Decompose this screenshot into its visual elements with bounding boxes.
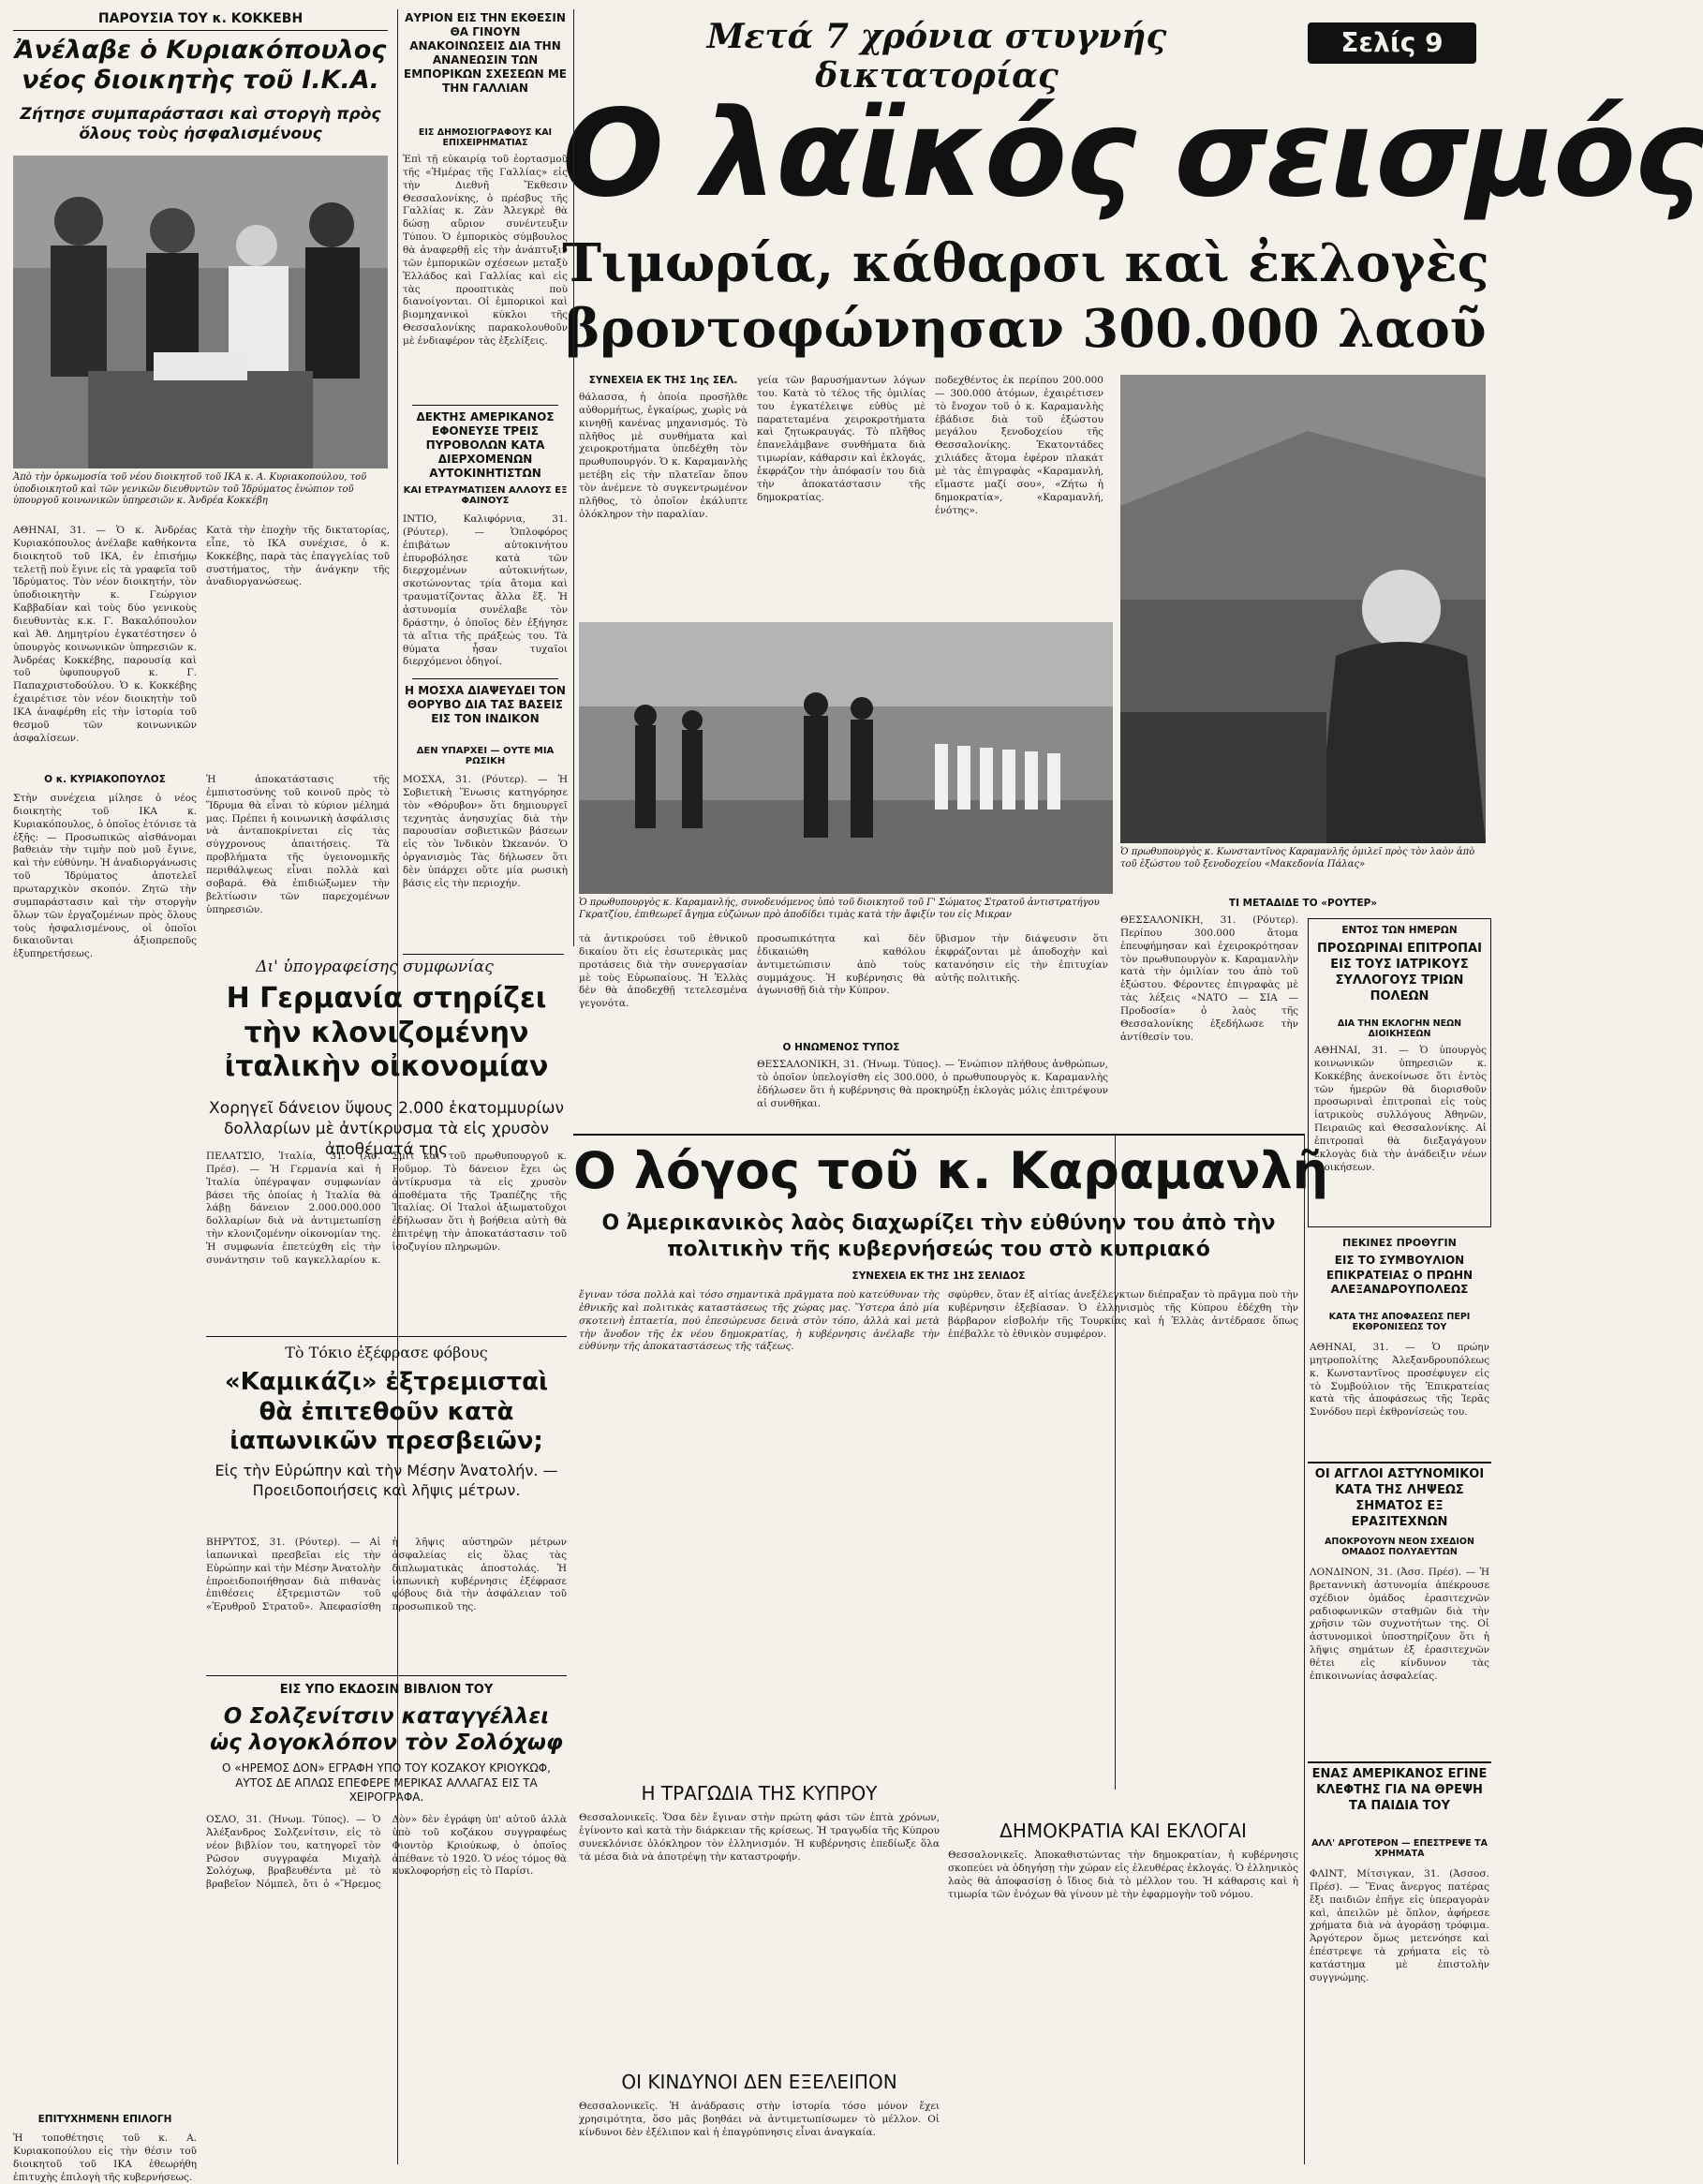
- photo-caption-inspection: Ὁ πρωθυπουργὸς κ. Καραμανλής, συνοδευόμενος ὑπὸ τοῦ διοικητοῦ τοῦ Γ' Σώματος Στρατοῦ ἀντιστρατήγου Γκρατζίου, ἐπιθεωρεῖ ἄγημα εὐζώνων πρὸ ἀποδίδει τιμὰς κατὰ τὴν ἄφιξίν του εἰς Μικραν: [579, 898, 1100, 920]
- box4-body: ΦΛΙΝΤ, Μίτσιγκαν, 31. (Ἀσσοσ. Πρέσ). — Ἕνας ἄνεργος πατέρας ἔξι παιδιῶν ἐπῆγε εἰς ὑπεραγορὰν καὶ, ἀπειλῶν μὲ ὅπλον, ἀφήρεσε χρήματα διὰ νὰ ἀγοράσῃ τρόφιμα. Ἀργότερον ὅμως μετενόησε καὶ ἐπέστρεψε τὰ χρήματα εἰς τὸ κατάστημα μὲ ἐπιστολὴν συγγνώμης.: [1310, 1868, 1489, 1983]
- tokyo-headline: «Καμικάζι» ἐξτρεμισταὶ θὰ ἐπιτεθοῦν κατὰ ἰαπωνικῶν πρεσβειῶν;: [224, 1368, 549, 1456]
- photo-caption-speech: Ὁ πρωθυπουργὸς κ. Κωνσταντῖνος Καραμανλῆς ὁμιλεῖ πρὸς τὸν λαὸν ἀπὸ τοῦ ἐξώστου τοῦ ξενοδοχείου «Μακεδονία Πάλας»: [1120, 847, 1475, 869]
- karamanlis-cont: ΣΥΝΕΧΕΙΑ ΕΚ ΤΗΣ 1ΗΣ ΣΕΛΙΔΟΣ: [852, 1270, 1026, 1282]
- box2-kicker: ΠΕΚΙΝΕΣ ΠΡΟΘΥΓΙΝ: [1342, 1237, 1457, 1249]
- germany-kicker: Δι' ὑπογραφείσης συμφωνίας: [256, 958, 494, 976]
- karamanlis-headline: Ο λόγος τοῦ κ. Καραμανλῆ: [573, 1141, 1329, 1200]
- main-body-4: τὰ ἀντικρούσει τοῦ ἐθνικοῦ δικαίου ὅτι εἰς ἐσωτερικὰς μας προτάσεις διὰ τὴν συνεργασίαν μὲ τοὺς Εὐρωπαίους. Ἡ Ἑλλὰς δὲν θὰ ἀποδεχθῇ τετελεσμένα γεγονότα.: [579, 933, 748, 1010]
- col2-kicker: ΑΥΡΙΟΝ ΕΙΣ ΤΗΝ ΕΚΘΕΣΙΝ ΘΑ ΓΙΝΟΥΝ ΑΝΑΚΟΙΝΩΣΕΙΣ ΔΙΑ ΤΗΝ ΑΝΑΝΕΩΣΙΝ ΤΩΝ ΕΜΠΟΡΙΚΩΝ ΣΧΕΣΕΩΝ ΜΕ ΤΗΝ ΓΑΛΛΙΑΝ: [404, 11, 567, 95]
- solzh-sub: Ο «ΗΡΕΜΟΣ ΔΟΝ» ΕΓΡΑΦΗ ΥΠΟ ΤΟΥ ΚΟΖΑΚΟΥ ΚΡΙΟΥΚΩΦ, ΑΥΤΟΣ ΔΕ ΑΠΛΩΣ ΕΠΕΦΕΡΕ ΜΕΡΙΚΑΣ ΑΛΛΑΓΑΣ ΕΙΣ ΤΑ ΧΕΙΡΟΓΡΑΦΑ.: [222, 1761, 551, 1805]
- box3-label: ΑΠΟΚΡΟΥΟΥΝ ΝΕΟΝ ΣΧΕΔΙΟΝ ΟΜΑΔΟΣ ΠΟΛΥΑΕΥΤΩΝ: [1325, 1537, 1474, 1557]
- left-body-1: ΑΘΗΝΑΙ, 31. — Ὁ κ. Ἀνδρέας Κυριακόπουλος ἀνέλαβε καθήκοντα διοικητοῦ τοῦ ΙΚΑ, ἐν ἐπισήμῳ τελετῇ ποὺ ἔγινε εἰς τὰ γραφεῖα τοῦ Ἱδρύματος. Τὸν νέον διοικητήν, τὸν ὑποδιοικητὴν κ. Γεώργιον Καββαδίαν καὶ τοὺς δύο γενικοὺς διευθυντὰς κ.κ. Γ. Βακαλόπουλον καὶ Ἀθ. Δημητρίου ἐγκατέστησεν ὁ ὑπουργὸς κοινωνικῶν ὑπηρεσιῶν κ. Ἀνδρέας Κοκκέβης, παρουσίᾳ καὶ τοῦ ὑφυπουργοῦ κ. Γ. Παπαχριστοδούλου. Ὁ κ. Κοκκέβης ἐχαιρέτισε τὸν νέον διοικητὴν τοῦ ΙΚΑ ἀναφέρθη εἰς τὴν ἱστορία τοῦ θεσμοῦ τῶν κοινωνικῶν ἀσφαλίσεων.: [13, 525, 197, 744]
- germany-body: ΠΕΛΑΤΣΙΟ, Ἰταλία, 31. (Ἀσ. Πρέσ). — Ἡ Γερμανία καὶ ἡ Ἰταλία ὑπέγραψαν συμφωνίαν βάσει τῆς ὁποίας ἡ Ἰταλία θὰ λάβῃ δάνειον 2.000.000.000 δολλαρίων διὰ νὰ ἀντιμετωπίσῃ τὴν κλονιζομένην οἰκονομίαν της. Ἡ συμφωνία ἐπετεύχθη εἰς τὴν συνάντησιν τοῦ καγκελλαρίου κ. Σμὶτ καὶ τοῦ πρωθυπουργοῦ κ. Ροῦμορ. Τὸ δάνειον ἔχει ὡς ἀντίκρυσμα τὰ εἰς χρυσὸν ἀποθέματα τῆς Τραπέζης τῆς Ἰταλίας. Οἱ Ἰταλοὶ ἀξιωματοῦχοι ἐδήλωσαν ὅτι ἡ βοήθεια αὐτὴ θὰ ἐπιτρέψῃ τὴν ἀποκατάστασιν τοῦ ἰσοζυγίου πληρωμῶν.: [206, 1151, 567, 1266]
- karamanlis-section-1: Η ΤΡΑΓΩΔΙΑ ΤΗΣ ΚΥΠΡΟΥ: [641, 1782, 878, 1805]
- left-body-5: Ἡ τοποθέτησις τοῦ κ. Α. Κυριακοπούλου εἰς τὴν θέσιν τοῦ διοικητοῦ τοῦ ΙΚΑ ἐθεωρήθη ἐπιτυχὴς ἐπιλογὴ τῆς κυβερνήσεως.: [13, 2132, 197, 2183]
- tokyo-kicker: Τὸ Τόκιο ἐξέφρασε φόβους: [285, 1344, 488, 1361]
- karamanlis-body-1: ἔγιναν τόσα πολλὰ καὶ τόσο σημαντικὰ πρᾶγματα ποὺ κατεύθυναν τὴς ἐθνικῆς καὶ πολιτικὰς καταστάσεως τῆς χώρας μας. Ὕστερα ἀπὸ μία σκοτεινὴ ἑπταετία, πού ἐπεσώρευσε δεινὰ στὸν τόπο, ἀλλὰ καὶ μετὰ τὴν ἄνοδον τῆς ἐκ νέου δημοκρατίας, ἡ κυβέρνησις ἀνέλαβε τὴν εὐθύνην τῆς ἀποκαταστάσεως τῆς τάξεως.: [579, 1289, 940, 1353]
- main-body-3: ποδεχθέντος ἐκ περίπου 200.000 — 300.000 ἀτόμων, ἐχαιρέτισεν τὸ ἔνοχον τοῦ ὁ κ. Καραμανλὴς ἐβάδισε διὰ τοῦ ἐξώστου μεγάλου ξενοδοχείου τῆς Θεσσαλονίκης. Ἐκατοντάδες χιλιάδες ἄτομα ἐφέρον πλακάτ μὲ τὰς ἐπιγραφὰς «Καραμανλή, εἴμαστε μαζί σου», «Ζήτω ἡ δημοκρατία», «Καραμανλή, ἐνότης».: [935, 375, 1103, 516]
- karamanlis-body-3: Θεσσαλονικεῖς. Ἡ ἀνάδρασις στὴν ἱστορία τόσο μόνον ἔχει χρησιμότητα, ὅσο μᾶς βοηθάει νὰ ἀντιμετωπίσωμεν τὸ μέλλον. Οἱ κίνδυνοι δὲν ἐξέλιπον καὶ ἡ ἐπαγρύπνησις εἶναι ἀναγκαία.: [579, 2101, 940, 2138]
- karamanlis-sub: Ο Ἀμερικανικὸς λαὸς διαχωρίζει τὴν εὐθύνην του ἀπὸ τὴν πολιτικὴν τῆς κυβερνήσεώς του στὸ κυπριακό: [601, 1211, 1276, 1261]
- main-sub-1: Τιμωρία, κάθαρσι καὶ ἐκλογὲς: [562, 232, 1489, 294]
- col2-kicker-3: Η ΜΟΣΧΑ ΔΙΑΨΕΥΔΕΙ ΤΟΝ ΘΟΡΥΒΟ ΔΙΑ ΤΑΣ ΒΑΣΕΙΣ ΕΙΣ ΤΟΝ ΙΝΔΙΚΟΝ: [405, 684, 566, 725]
- col2-body-3: ΜΟΣΧΑ, 31. (Ρόυτερ). — Ἡ Σοβιετικὴ Ἕνωσις κατηγόρησε τὸν «Θόρυβον» ὅτι δημιουργεῖ τεχνητὰς ἀνησυχίας διὰ τὴν παρουσίαν σοβιετικῶν βάσεων εἰς τὸν Ἰνδικὸν Ὠκεανόν. Ὁ ὀργανισμὸς Τὰς δήλωσεν ὅτι δὲν ὑπάρχει οὔτε μία ρωσικὴ βάσις εἰς τὴν περιοχήν.: [403, 774, 568, 889]
- left-headline: Ἀνέλαβε ὁ Κυριακόπουλος νέος διοικητὴς τοῦ Ι.Κ.Α.: [14, 36, 387, 95]
- box2-headline: ΕΙΣ ΤΟ ΣΥΜΒΟΥΛΙΟΝ ΕΠΙΚΡΑΤΕΙΑΣ Ο ΠΡΩΗΝ ΑΛΕΞΑΝΔΡΟΥΠΟΛΕΩΣ: [1325, 1254, 1473, 1297]
- karamanlis-body-2: Θεσσαλονικεῖς. Ὅσα δὲν ἔγιναν στὴν πρώτη φάσι τῶν ἐπτὰ χρόνων, ἐγίνοντο καὶ κατὰ τὴν διάρκειαν τῆς κρίσεως. Ἡ τραγῳδία τῆς Κύπρου συνεκλόνισε ὁλόκληρον τὸν ἑλληνισμόν. Ἡ κυβέρνησις ἐπεδίωξε ὅλα τὰ μέσα διὰ νὰ ἀποτρέψῃ τὴν καταστροφήν.: [579, 1812, 940, 1863]
- box3-headline: ΟΙ ΑΓΓΛΟΙ ΑΣΤΥΝΟΜΙΚΟΙ ΚΑΤΑ ΤΗΣ ΛΗΨΕΩΣ ΣΗΜΑΤΟΣ ΕΞ ΕΡΑΣΙΤΕΧΝΩΝ: [1314, 1467, 1485, 1529]
- left-body-3: Στὴν συνέχεια μίλησε ὁ νέος διοικητὴς τοῦ ΙΚΑ κ. Κυριακόπουλος, ὁ ὁποῖος ἐτόνισε τὰ ἑξῆς: — Προσωπικῶς αἰσθάνομαι βαθειὰν τὴν τιμὴν ποὺ μοῦ ἔγινε, καὶ τὴν εὐθύνην. Ἡ ἀναδιοργάνωσις τοῦ Ἱδρύματος ἀποτελεῖ πρωταρχικὸν σκοπόν. Ζητῶ τὴν συμπαράστασιν καὶ τὴν στοργὴν ὅλων τῶν ἐργαζομένων πρὸς ὅλους τοὺς ἠσφαλισμένους, οἱ ὁποῖοι δικαιοῦνται ἀξιοπρεποῦς ἐξυπηρετήσεως.: [13, 793, 197, 960]
- box1-body: ΑΘΗΝΑΙ, 31. — Ὁ ὑπουργὸς κοινωνικῶν ὑπηρεσιῶν κ. Κοκκέβης ἀνεκοίνωσε ὅτι ἐντὸς τῶν ἡμερῶν θὰ διορισθοῦν προσωριναὶ ἐπιτροπαὶ εἰς τοὺς ἰατρικοὺς συλλόγους Ἀθηνῶν, Πειραιῶς καὶ Θεσσαλονίκης. Αἱ ἐπιτροπαὶ θὰ διεξαγάγουν ἐκλογὰς διὰ τὴν ἀνάδειξιν νέων διοικήσεων.: [1314, 1045, 1487, 1173]
- karamanlis-section-2: ΟΙ ΚΙΝΔΥΝΟΙ ΔΕΝ ΕΞΕΛΕΙΠΟΝ: [621, 2071, 897, 2093]
- box2-body: ΑΘΗΝΑΙ, 31. — Ὁ πρώην μητροπολίτης Ἀλεξανδρουπόλεως κ. Κωνσταντῖνος προσέφυγεν εἰς τὸ Συμβούλιον τῆς Ἐπικρατείας κατὰ τῆς ἀποφάσεως τῆς Ἱερᾶς Συνόδου περὶ ἐκθρονίσεώς του.: [1310, 1342, 1489, 1419]
- col2-kicker-2: ΔΕΚΤΗΣ ΑΜΕΡΙΚΑΝΟΣ ΕΦΟΝΕΥΣΕ ΤΡΕΙΣ ΠΥΡΟΒΟΛΩΝ ΚΑΤΑ ΔΙΕΡΧΟΜΕΝΩΝ ΑΥΤΟΚΙΝΗΤΙΣΤΩΝ: [416, 410, 555, 480]
- photo-inspection-scene: [579, 622, 1113, 894]
- left-section-label: ΕΠΙΤΥΧΗΜΕΝΗ ΕΠΙΛΟΓΗ: [37, 2114, 172, 2125]
- col2-label: ΕΙΣ ΔΗΜΟΣΙΟΓΡΑΦΟΥΣ ΚΑΙ ΕΠΙΧΕΙΡΗΜΑΤΙΑΣ: [418, 127, 553, 148]
- left-author-label: Ο κ. ΚΥΡΙΑΚΟΠΟΥΛΟΣ: [44, 774, 166, 785]
- left-sub: Ζήτησε συμπαράστασι καὶ στοργὴ πρὸς ὅλους τοὺς ἠσφαλισμένους: [20, 105, 381, 144]
- reuters-body: ΘΕΣΣΑΛΟΝΙΚΗ, 31. (Ρόυτερ). Περίπου 300.000 ἄτομα ἐπευφήμησαν καὶ ἐχειροκρότησαν τὸν πρωθυπουργὸν κ. Καραμανλὴν κατὰ τὴν ὁμιλίαν του ἀπὸ τοῦ ἐξώστου. Φέροντες ἐπιγραφὰς μὲ τὰς λέξεις «ΝΑΤΟ — ΣΙΑ — Προδοσία» ὁ λαὸς τῆς Θεσσαλονίκης ἐξεδήλωσε τὴν ἀντίθεσίν του.: [1120, 914, 1298, 1043]
- box1-kicker: ΕΝΤΟΣ ΤΩΝ ΗΜΕΡΩΝ: [1341, 925, 1458, 936]
- main-headline: Ο λαϊκός σεισμός: [562, 84, 1703, 224]
- col2-body-2: ΙΝΤΙΟ, Καλιφόρνια, 31. (Ρόυτερ). — Ὁπλοφόρος ἐπιβάτων αὐτοκινήτου ἐπυροβόλησε κατὰ τῶν διερχομένων αὐτοκινήτων, σκοτώνοντας τρία ἄτομα καὶ τραυματίζοντας ἄλλα ἕξ. Ἡ ἀστυνομία συνέλαβε τὸν δράστην, ὁ ὁποῖος δὲν ἐξήγησε τὰ αἴτια τῆς πράξεώς του. Τὰ θύματα ἦσαν τυχαῖοι διερχόμενοι ὁδηγοί.: [403, 513, 568, 668]
- main-sub-2: βροντοφώνησαν 300.000 λαοῦ: [565, 298, 1487, 360]
- left-kicker: ΠΑΡΟΥΣΙΑ ΤΟΥ κ. ΚΟΚΚΕΒΗ: [97, 11, 304, 26]
- photo-speech: [1120, 375, 1486, 843]
- photo-inspection: [579, 622, 1113, 894]
- tokyo-sub: Εἰς τὴν Εὐρώπην καὶ τὴν Μέσην Ἀνατολήν. — Προειδοποιήσεις καὶ λῆψις μέτρων.: [215, 1462, 558, 1499]
- col2-body: Ἐπὶ τῇ εὐκαιρίᾳ τοῦ ἑορτασμοῦ τῆς «Ἡμέρας τῆς Γαλλίας» εἰς τὴν Διεθνῆ Ἔκθεσιν Θεσσαλονίκης, ὁ πρέσβυς τῆς Γαλλίας κ. Ζὰν Ἀλεγκρὲ θὰ δώσῃ αὔριον συνέντευξιν Τύπου. Ὁ ἐμπορικὸς σύμβουλος θὰ ἀναφερθῇ εἰς τὴν ἀνάπτυξιν τῶν ἐμπορικῶν σχέσεων μεταξὺ Ἑλλάδος καὶ Γαλλίας καὶ εἰς τὰς προοπτικὰς ποὺ διανοίγονται. Οἱ ἐμπορικοὶ καὶ βιομηχανικοὶ κύκλοι τῆς Θεσσαλονίκης παρακολουθοῦν μὲ ἐνδιαφέρον τὰς ἐξελίξεις.: [403, 154, 568, 348]
- reuters-label: ΤΙ ΜΕΤΑΔΙΔΕ ΤΟ «ΡΟΥΤΕΡ»: [1228, 898, 1378, 909]
- masthead-kicker: Μετά 7 χρόνια στυγνής δικτατορίας: [706, 17, 1167, 96]
- photo-caption-swearing-in: Ἀπὸ τὴν ὁρκωμοσία τοῦ νέου διοικητοῦ τοῦ ΙΚΑ κ. Α. Κυριακοπούλου, τοῦ ὑποδιοικητοῦ καὶ τῶν γενικῶν διευθυντῶν τοῦ Ἱδρύματος ἐνώπιον τοῦ ὑπουργοῦ κοινωνικῶν ὑπηρεσιῶν κ. Ἀνδρέα Κοκκέβη: [13, 472, 367, 506]
- main-body-2: γεία τῶν βαρυσήμαντων λόγων του. Κατὰ τὸ τέλος τῆς ὁμιλίας του ἐγκατέλειψε εὐθὺς μὲ παρατεταμένα χειροκροτήματα καὶ ζητωκραυγάς. Τὸ πλῆθος ἐπανελάμβανε συνθήματα διὰ τιμωρίαν, κάθαρσιν καὶ ἐκλογάς, ἐκφράζον τὴν ἀπόφασίν του διὰ τὴν ἀποκατάστασιν τῆς δημοκρατίας.: [757, 375, 926, 503]
- photo-swearing-in: [13, 156, 388, 468]
- box4-headline: ΕΝΑΣ ΑΜΕΡΙΚΑΝΟΣ ΕΓΙΝΕ ΚΛΕΦΤΗΣ ΓΙΑ ΝΑ ΘΡΕΨΗ ΤΑ ΠΑΙΔΙΑ ΤΟΥ: [1311, 1767, 1488, 1813]
- main-body-5: προσωπικότητα καὶ δὲν ἐδικαιώθη καθόλου ἀντιμετώπισιν ἀπὸ τοὺς συμμάχους. Ἡ κυβέρνησις θὰ ἀγωνισθῇ διὰ τὴν Κύπρον.: [757, 933, 926, 997]
- box2-label: ΚΑΤΑ ΤΗΣ ΑΠΟΦΑΣΕΩΣ ΠΕΡΙ ΕΚΘΡΟΝΙΣΕΩΣ ΤΟΥ: [1328, 1312, 1471, 1332]
- box1-label: ΔΙΑ ΤΗΝ ΕΚΛΟΓΗΝ ΝΕΩΝ ΔΙΟΙΚΗΣΕΩΝ: [1337, 1018, 1462, 1039]
- box4-label: ΑΛΛ' ΑΡΓΟΤΕΡΟΝ — ΕΠΕΣΤΡΕΨΕ ΤΑ ΧΡΗΜΑΤΑ: [1311, 1838, 1488, 1859]
- box3-body: ΛΟΝΔΙΝΟΝ, 31. (Ἀσσ. Πρέσ). — Ἡ βρεταννικὴ ἀστυνομία ἀπέκρουσε σχέδιον ὁμάδος ἐρασιτεχνῶν ραδιοφωνικῶν σταθμῶν διὰ τὴν χρῆσιν τῶν συχνοτήτων της. Οἱ ἀστυνομικοὶ ὑποστηρίζουν ὅτι ἡ λῆψις σημάτων ἐξ ἐρασιτεχνῶν θέτει εἰς κίνδυνον τὰς ἐπικοινωνίας ἀσφαλείας.: [1310, 1567, 1489, 1682]
- photo-speech-scene: [1120, 375, 1486, 843]
- col2-label-2: ΚΑΙ ΕΤΡΑΥΜΑΤΙΣΕΝ ΑΛΛΟΥΣ ΕΞ ΦΑΙΝΟΥΣ: [403, 485, 568, 506]
- united-press-body: ΘΕΣΣΑΛΟΝΙΚΗ, 31. (Ἡνωμ. Τύπος). — Ἐνώπιον πλήθους ἀνθρώπων, τὸ ὁποῖον ὑπελογίσθη εἰς 300.000, ὁ πρωθυπουργὸς κ. Καραμανλὴς ἐδήλωσεν ὅτι ἡ κυβέρνησις θὰ προκηρύξῃ ἐκλογὰς μόλις ἐπιτρέψουν αἱ συνθῆκαι.: [757, 1059, 1108, 1109]
- left-body-4: Ἡ ἀποκατάστασις τῆς ἐμπιστοσύνης τοῦ κοινοῦ πρὸς τὸ Ἵδρυμα θὰ εἶναι τὸ κύριον μέλημά μας. Πρέπει ἡ κοινωνικὴ ἀσφάλισις νὰ ἀνταποκρίνεται εἰς τὰς σύγχρονους ἀπαιτήσεις. Τὰ προβλήματα τῆς ὑγειονομικῆς περιθάλψεως εἶναι πολλὰ καὶ σοβαρά. Θὰ ἐπιδιώξωμεν τὴν βελτίωσιν τῶν παρεχομένων ὑπηρεσιῶν.: [206, 774, 390, 915]
- karamanlis-section-3: ΔΗΜΟΚΡΑΤΙΑ ΚΑΙ ΕΚΛΟΓΑΙ: [1000, 1820, 1247, 1842]
- main-body-6: ὕβισμον τὴν διάψευσιν ὅτι ἐκφράζονται μὲ ἀποδοχὴν καὶ κατανόησιν εἰς τὴν ἐπιτυχίαν αὐτῆς πολιτικῆς.: [935, 933, 1108, 984]
- solzh-kicker: ΕΙΣ ΥΠΟ ΕΚΔΟΣΙΝ ΒΙΒΛΙΟΝ ΤΟΥ: [279, 1683, 494, 1697]
- page-badge: Σελίς 9: [1308, 22, 1476, 64]
- tokyo-body: ΒΗΡΥΤΟΣ, 31. (Ρόυτερ). — Αἱ ἰαπωνικαὶ πρεσβεῖαι εἰς τὴν Εὐρώπην καὶ τὴν Μέσην Ἀνατολὴν ἐπροειδοποιήθησαν διὰ πιθανὰς ἐπιθέσεις ἐξτρεμιστῶν τοῦ «Ἐρυθροῦ Στρατοῦ». Ἀπεφασίσθη ἡ λῆψις αὐστηρῶν μέτρων ἀσφαλείας εἰς ὅλας τὰς διπλωματικὰς ἀποστολάς. Ἡ ἰαπωνικὴ κυβέρνησις ἐξέφρασε φόβους διὰ τὴν ἀσφάλειαν τοῦ προσωπικοῦ της.: [206, 1537, 567, 1613]
- main-cont-label: ΣΥΝΕΧΕΙΑ ΕΚ ΤΗΣ 1ης ΣΕΛ.: [588, 375, 738, 386]
- karamanlis-body-4: σφύρθεν, ὅταν ἐξ αἰτίας ἀνεξέλεγκτων διέπραξαν τὸ πρᾶγμα ποὺ τὴν κυβέρνησιν ἐξεβίασαν. Ὁ ἑλληνισμὸς τῆς Κύπρου ἐδέχθη τὴν βάρβαρον εἰσβολήν τῆς Τουρκίας καὶ ἡ Ἑλλὰς ἀντέδρασε ὅπως ἐπέβαλλε τὸ ἐθνικὸν συμφέρον.: [948, 1289, 1298, 1340]
- germany-headline: Η Γερμανία στηρίζει τὴν κλονιζομένην ἰταλικὴν οἰκονομίαν: [224, 982, 549, 1084]
- photo-swearing-in-figures: [13, 156, 388, 468]
- germany-sub: Χορηγεῖ δάνειον ὕψους 2.000 ἑκατομμυρίων δολλαρίων μὲ ἀντίκρυσμα τὰ εἰς χρυσὸν ἀποθέματά της: [209, 1099, 564, 1160]
- left-body-2: Κατὰ τὴν ἐποχὴν τῆς δικτατορίας, εἶπε, τὸ ΙΚΑ συνέχισε, ὁ κ. Κοκκέβης, παρὰ τὰς ἐπαγγελίας τοῦ συστήματος, τὴν ἀνάγκην τῆς ἀναδιοργανώσεως.: [206, 525, 390, 588]
- main-body-1: θάλασσα, ἡ ὁποία προσῆλθε αὐθορμήτως, ἐγκαίρως, χωρὶς νὰ κινηθῇ κανένας μηχανισμός. Τὸ πλῆθος μὲ συνθήματα καὶ χειροκροτήματα ὑπεδέχθη τὸν πρωθυπουργόν. Ὁ κ. Καραμανλὴς μετέβη εἰς τὴν πλατεῖαν ὅπου τὸν ἀνέμενε τὸ συγκεντρωμένον πλῆθος, τὸ ὁποῖον ἐκάλυπτε ὁλόκληρον τὴν παραλίαν.: [579, 392, 748, 520]
- col2-label-3: ΔΕΝ ΥΠΑΡΧΕΙ — ΟΥΤΕ ΜΙΑ ΡΩΣΙΚΗ: [416, 746, 555, 766]
- solzh-headline: Ο Σολζενίτσιν καταγγέλλει ὡς λογοκλόπον τὸν Σολόχωφ: [210, 1704, 563, 1756]
- solzh-body: ΟΣΛΟ, 31. (Ἡνωμ. Τύπος). — Ὁ Ἀλέξανδρος Σολζενίτσιν, εἰς τὸ νέον βιβλίον του, κατηγορεῖ τὸν Ρῶσον συγγραφέα Μιχαὴλ Σολόχωφ, βραβευθέντα μὲ τὸ βραβεῖον Νόμπελ, ὅτι ὁ «Ἥρεμος Δὸν» δὲν ἐγράφη ὑπ' αὐτοῦ ἀλλὰ ὑπὸ τοῦ κοζάκου συγγραφέως Φιοντὸρ Κριούκωφ, ὁ ὁποῖος ἀπέθανε τὸ 1920. Ὁ νέος τόμος θὰ κυκλοφορήσῃ εἰς τὸ Παρίσι.: [206, 1814, 567, 1891]
- karamanlis-body-5: Θεσσαλονικεῖς. Ἀποκαθιστώντας τὴν δημοκρατίαν, ἡ κυβέρνησις σκοπεύει νὰ ὁδηγήσῃ τὴν χώραν εἰς ἐλευθέρας ἐκλογάς. Ὁ ἑλληνικὸς λαὸς θὰ ἀποφασίσῃ ὁ ἴδιος διὰ τὸ μέλλον του. Ἡ κάθαρσις καὶ ἡ τιμωρία τῶν ἐνόχων θὰ γίνουν μὲ τὴν ἐφαρμογὴν τοῦ νόμου.: [948, 1850, 1298, 1900]
- box1-headline: ΠΡΟΣΩΡΙΝΑΙ ΕΠΙΤΡΟΠΑΙ ΕΙΣ ΤΟΥΣ ΙΑΤΡΙΚΟΥΣ ΣΥΛΛΟΓΟΥΣ ΤΡΙΩΝ ΠΟΛΕΩΝ: [1317, 942, 1482, 1003]
- united-press-label: Ο ΗΝΩΜΕΝΟΣ ΤΥΠΟΣ: [782, 1042, 900, 1053]
